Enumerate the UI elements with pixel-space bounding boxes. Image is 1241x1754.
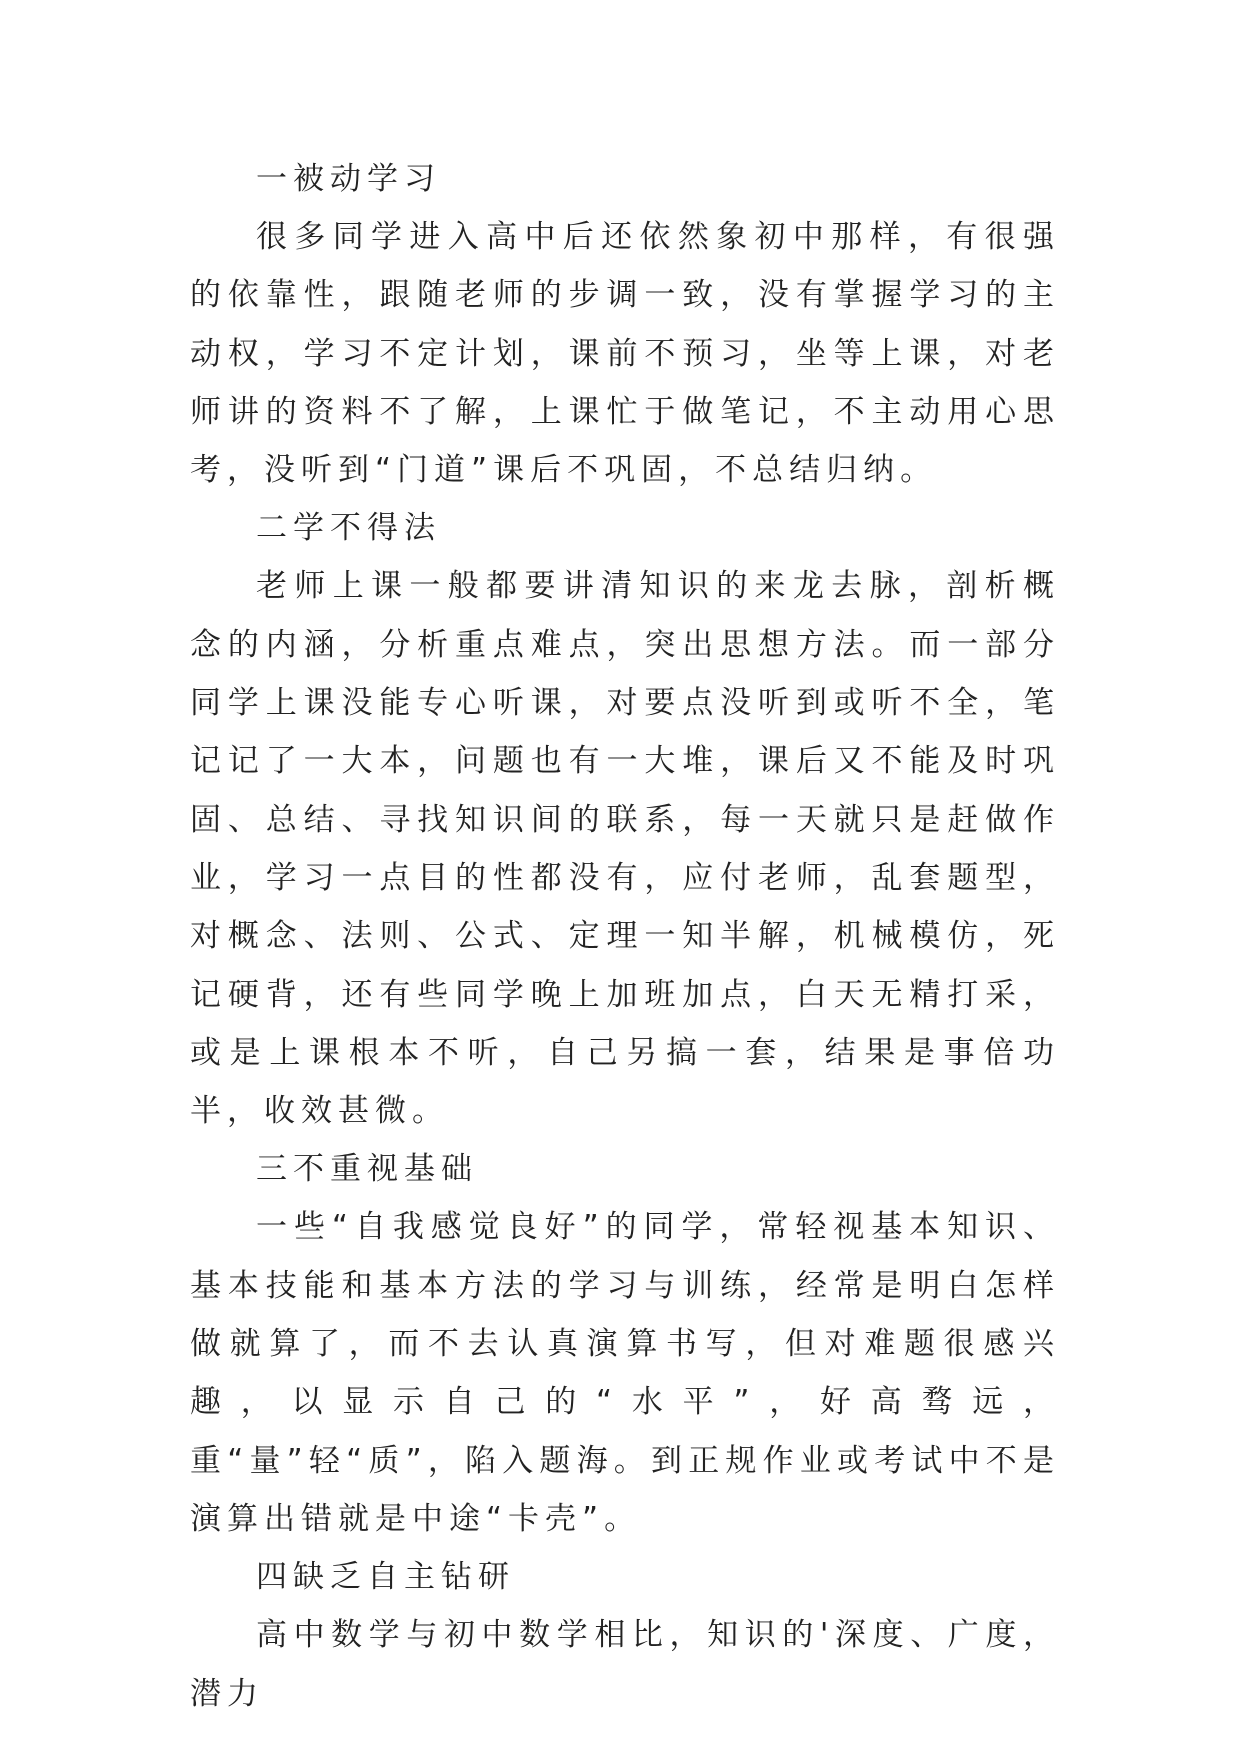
section-body-3: 一些“自我感觉良好”的同学，常轻视基本知识、基本技能和基本方法的学习与训练，经常是明白怎样做就算了，而不去认真演算书写，但对难题很感兴趣，以显示自己的“水平”，好高骛远，重“量”轻“质”，陷入题海。到正规作业或考试中不是演算出错就是中途“卡壳”。	[190, 1209, 1060, 1537]
section-body-2: 老师上课一般都要讲清知识的来龙去脉，剖析概念的内涵，分析重点难点，突出思想方法。而一部分同学上课没能专心听课，对要点没听到或听不全，笔记记了一大本，问题也有一大堆，课后又不能及时巩固、总结、寻找知识间的联系，每一天就只是赶做作业，学习一点目的性都没有，应付老师，乱套题型，对概念、法则、公式、定理一知半解，机械模仿，死记硬背，还有些同学晚上加班加点，白天无精打采，或是上课根本不听，自己另搞一套，结果是事倍功半，收效甚微。	[190, 568, 1060, 1130]
section-heading-1: 一被动学习	[256, 161, 441, 197]
document-page	[190, 150, 1060, 1723]
section-heading-2: 二学不得法	[256, 510, 441, 547]
section-body-4: 高中数学与初中数学相比，知识的'深度、广度，潜力	[190, 1617, 1060, 1712]
section-heading-4: 四缺乏自主钻研	[256, 1559, 515, 1596]
section-body-1: 很多同学进入高中后还依然象初中那样，有很强的依靠性，跟随老师的步调一致，没有掌握学习的主动权，学习不定计划，课前不预习，坐等上课，对老师讲的资料不了解，上课忙于做笔记，不主动用心思考，没听到“门道”课后不巩固，不总结归纳。	[190, 219, 1060, 489]
section-heading-3: 三不重视基础	[256, 1151, 478, 1188]
